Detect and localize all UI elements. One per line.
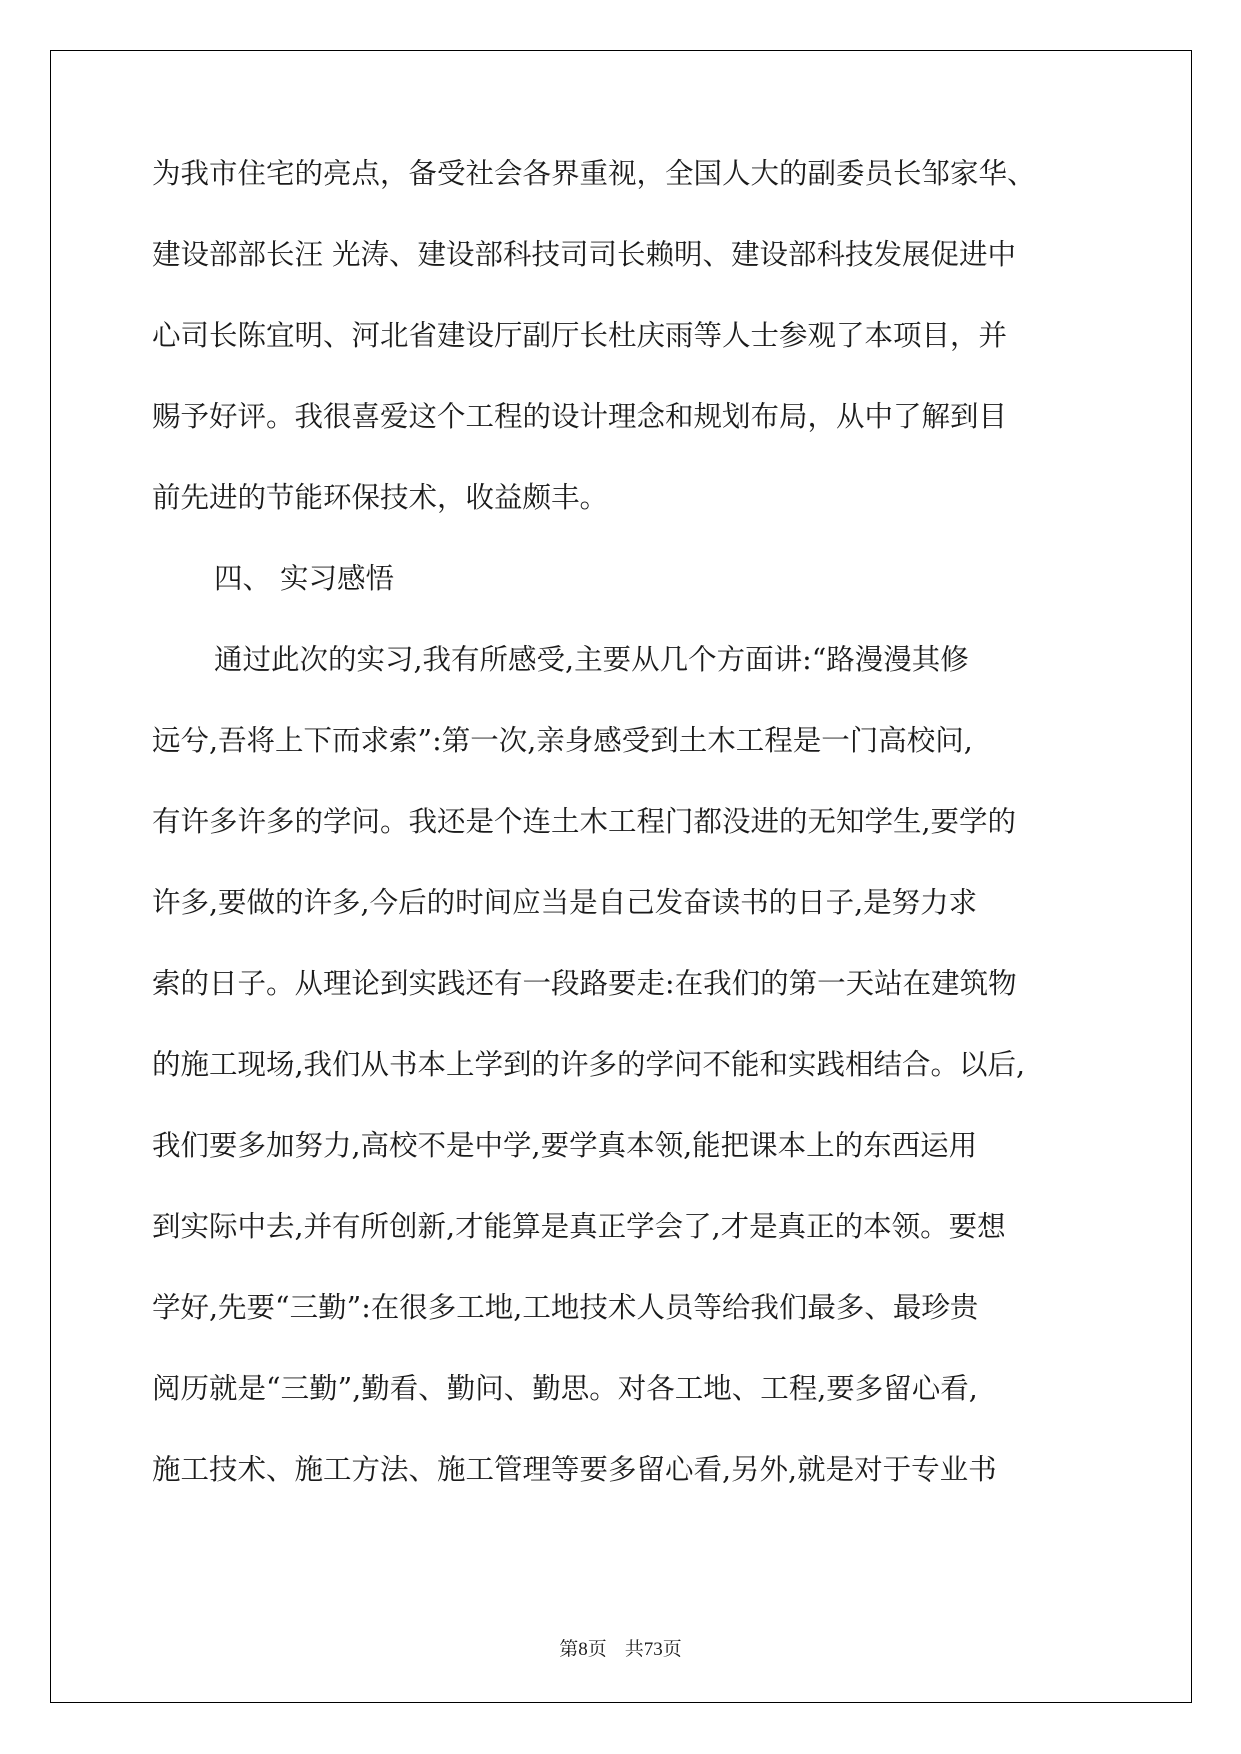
paragraph-line-2: 远兮,吾将上下而求索”:第一次,亲身感受到土木工程是一门高校问, [152, 724, 973, 757]
text-line-2: 建设部部长汪 光涛、建设部科技司司长赖明、建设部科技发展促进中 [152, 238, 1017, 271]
paragraph-line-7: 我们要多加努力,高校不是中学,要学真本领,能把课本上的东西运用 [152, 1129, 978, 1162]
paragraph-line-3: 有许多许多的学问。我还是个连土木工程门都没进的无知学生,要学的 [152, 805, 1017, 838]
section-heading: 四、 实习感悟 [214, 562, 395, 595]
paragraph-line-8: 到实际中去,并有所创新,才能算是真正学会了,才是真正的本领。要想 [152, 1210, 1006, 1243]
text-line-4: 赐予好评。我很喜爱这个工程的设计理念和规划布局，从中了解到目 [152, 400, 1008, 433]
paragraph-line-9: 学好,先要“三勤”:在很多工地,工地技术人员等给我们最多、最珍贵 [152, 1291, 979, 1324]
text-line-1: 为我市住宅的亮点，备受社会各界重视，全国人大的副委员长邹家华、 [152, 157, 1036, 190]
page-number: 第8页 [559, 1639, 607, 1660]
document-body [152, 154, 1092, 1531]
paragraph-line-6: 的施工现场,我们从书本上学到的许多的学问不能和实践相结合。以后, [152, 1048, 1026, 1081]
text-line-5: 前先进的节能环保技术，收益颇丰。 [152, 481, 609, 514]
page-total: 共73页 [624, 1639, 682, 1660]
paragraph-line-5: 索的日子。从理论到实践还有一段路要走:在我们的第一天站在建筑物 [152, 967, 1017, 1000]
paragraph-line-4: 许多,要做的许多,今后的时间应当是自己发奋读书的日子,是努力求 [152, 886, 978, 919]
paragraph-line-11: 施工技术、施工方法、施工管理等要多留心看,另外,就是对于专业书 [152, 1453, 997, 1486]
paragraph-line-1: 通过此次的实习,我有所感受,主要从几个方面讲:“路漫漫其修 [214, 643, 969, 676]
page-footer [0, 1634, 1241, 1661]
paragraph-line-10: 阅历就是“三勤”,勤看、勤问、勤思。对各工地、工程,要多留心看, [152, 1372, 978, 1405]
text-line-3: 心司长陈宜明、河北省建设厅副厅长杜庆雨等人士参观了本项目，并 [152, 319, 1008, 352]
